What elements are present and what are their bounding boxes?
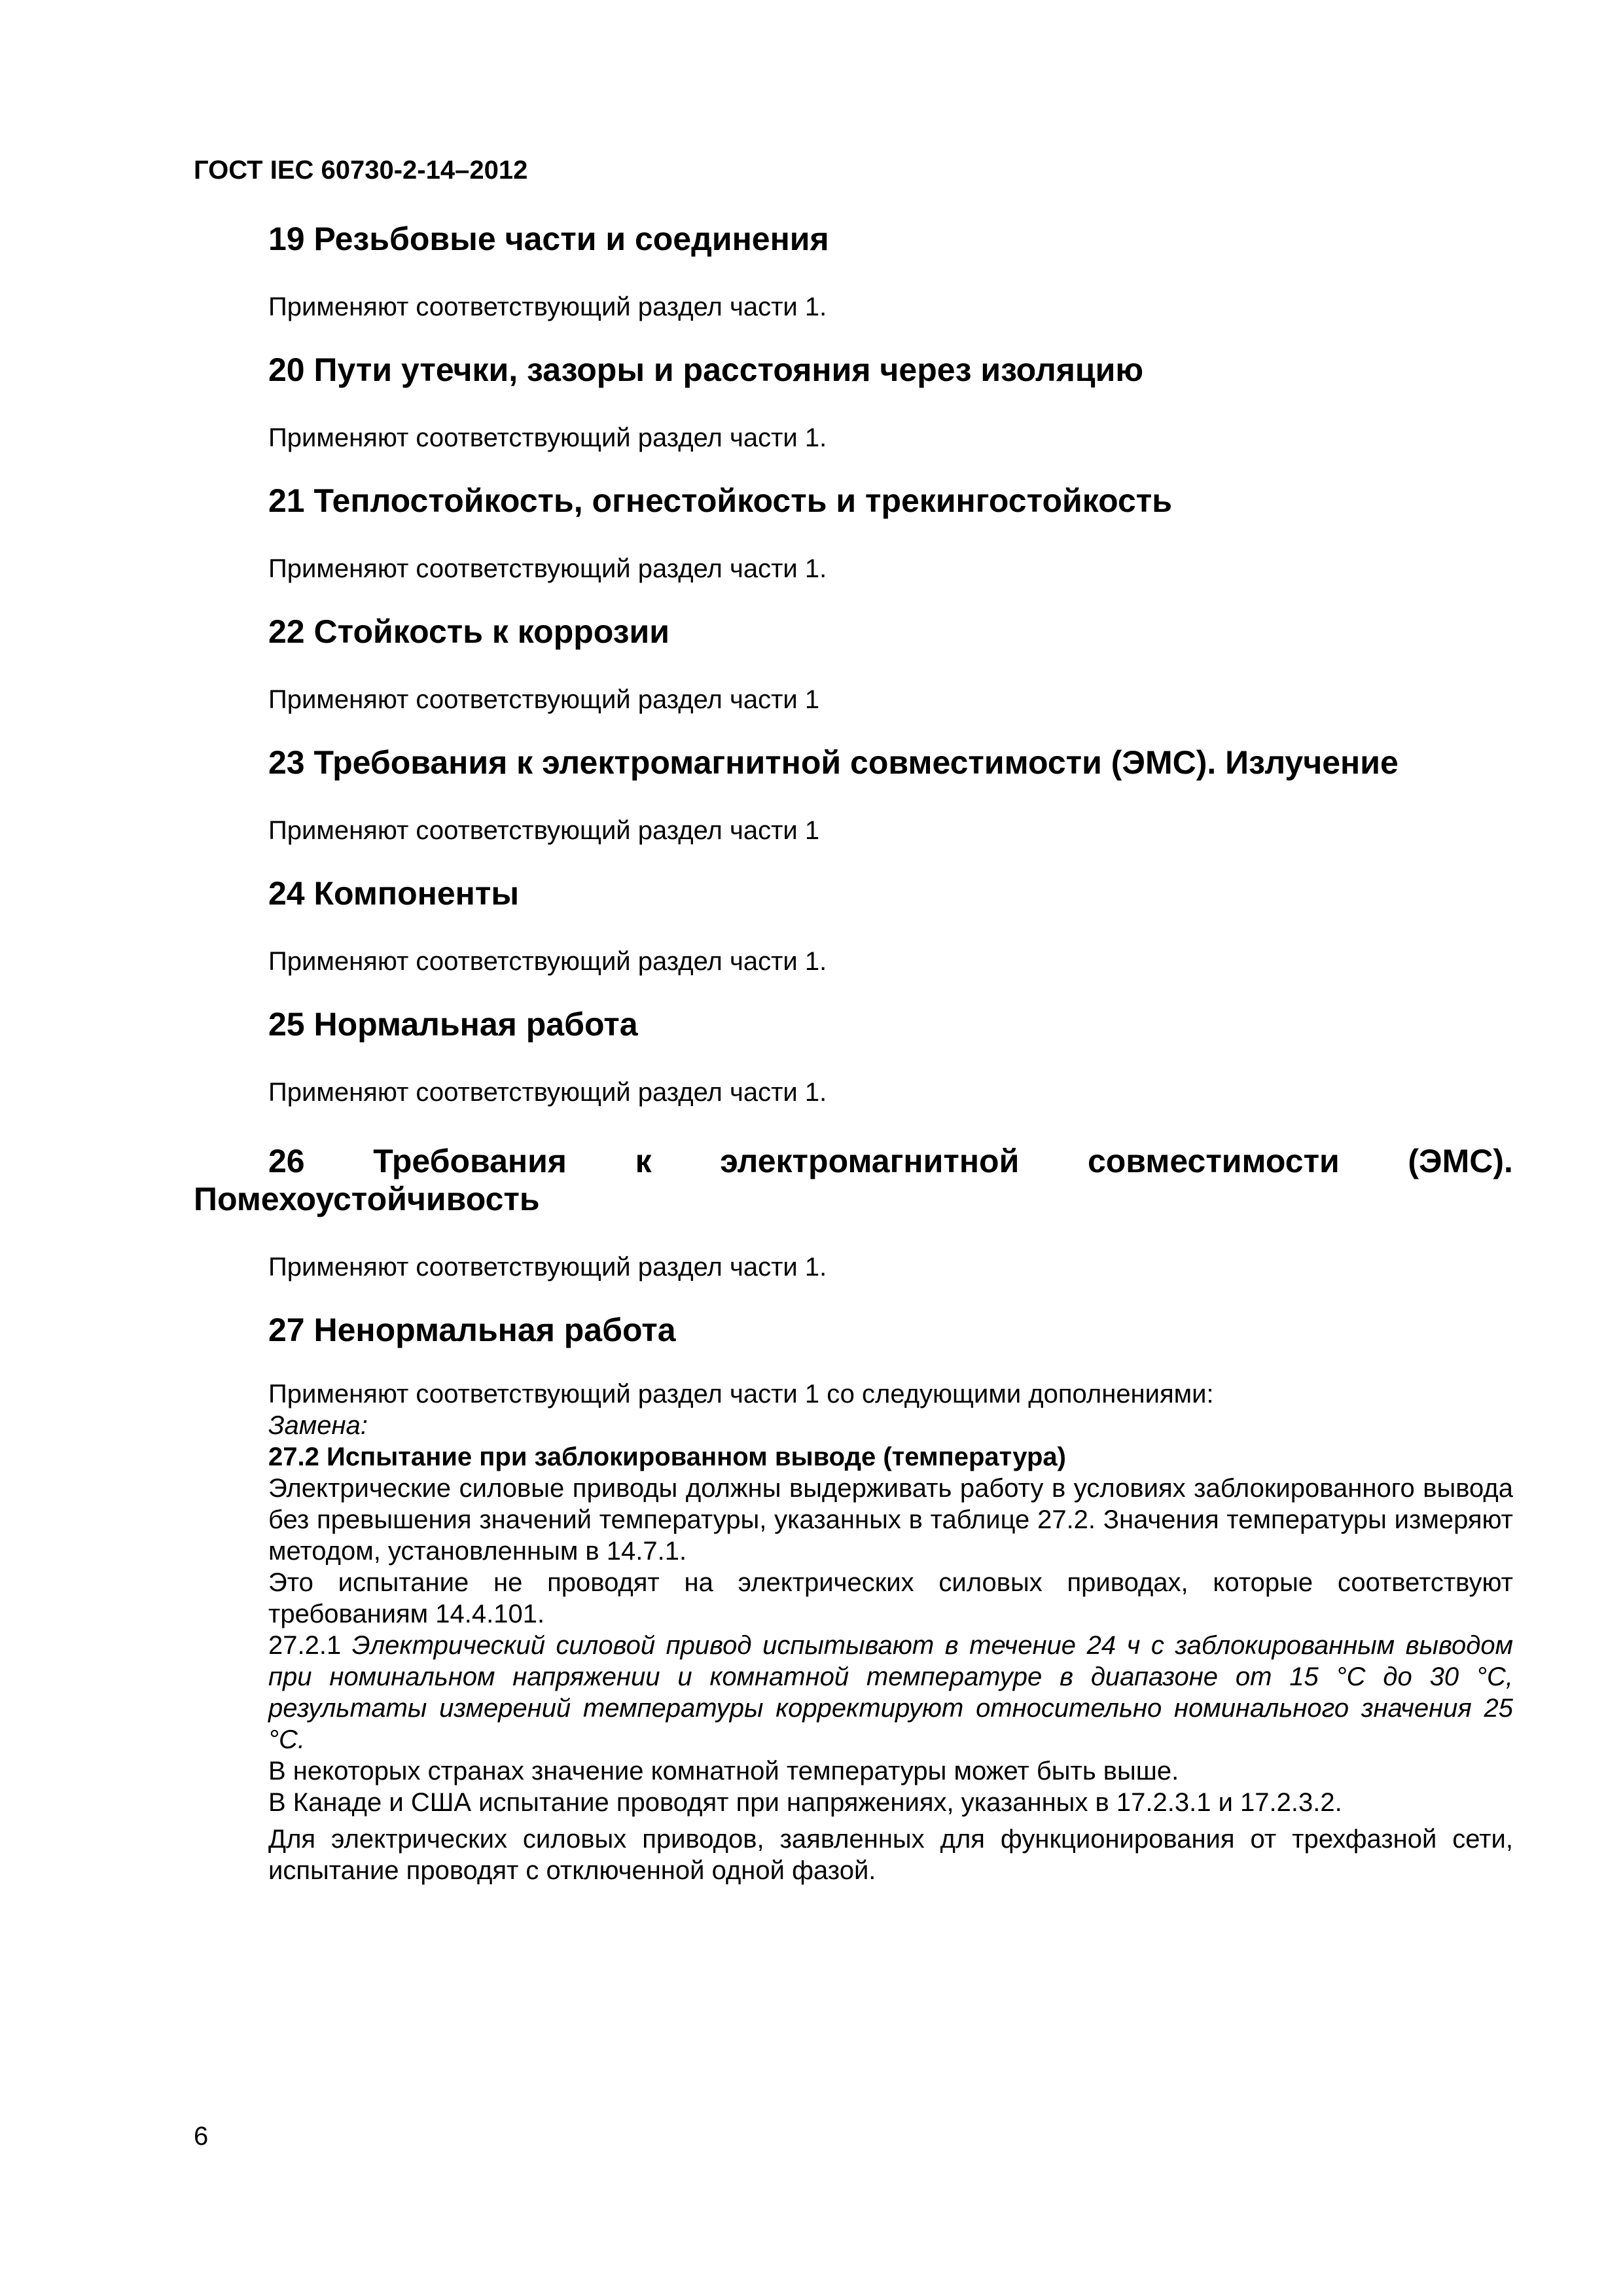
clause-number: 27.2.1: [268, 1631, 342, 1660]
section-27-body: [194, 1378, 1513, 1886]
section-21-text: Применяют соответствующий раздел части 1.: [268, 554, 827, 583]
note-canada-usa: В Канаде и США испытание проводят при напряжениях, указанных в 17.2.3.1 и 17.2.3.2.: [268, 1788, 1342, 1817]
section-26-heading-line2: Помехоустойчивость: [194, 1181, 540, 1217]
section-22-heading: 22 Стойкость к коррозии: [268, 613, 670, 650]
paragraph-27-2-1: [194, 1630, 1513, 1755]
section-19-heading: 19 Резьбовые части и соединения: [268, 221, 829, 257]
paragraph-27-2-a: Электрические силовые приводы должны выдерживать работу в условиях заблокированного вывода без превышения значений температуры, указанных в таблице 27.2. Значения температуры измеряют методом, установленным в 14.7.1.: [268, 1474, 1513, 1566]
section-26-word: 26: [268, 1143, 305, 1179]
replacement-label: Замена:: [268, 1411, 368, 1440]
section-20-heading: 20 Пути утечки, зазоры и расстояния через изоляцию: [268, 351, 1144, 388]
section-27-heading: 27 Ненормальная работа: [268, 1312, 676, 1348]
section-26-heading: [194, 1142, 1513, 1218]
clause-text: Электрический силовой привод испытывают в течение 24 ч с заблокированным выводом при номинальном напряжении и комнатной температуре в диапазоне от 15 °C до 30 °C, результаты измерений температуры корректируют относительно номинального значения 25 °C.: [268, 1631, 1513, 1754]
section-20-text: Применяют соответствующий раздел части 1.: [268, 423, 827, 452]
section-26-word: электромагнитной: [720, 1143, 1020, 1179]
section-26-text: Применяют соответствующий раздел части 1.: [268, 1253, 827, 1282]
page-number: 6: [194, 2122, 209, 2151]
note-room-temperature: В некоторых странах значение комнатной температуры может быть выше.: [268, 1757, 1179, 1785]
section-26-word: совместимости: [1087, 1143, 1340, 1179]
subsection-27-2-heading: 27.2 Испытание при заблокированном выводе (температура): [268, 1443, 1066, 1471]
section-24-heading: 24 Компоненты: [268, 875, 520, 912]
section-23-text: Применяют соответствующий раздел части 1: [268, 816, 820, 845]
section-26-word: к: [635, 1143, 652, 1179]
document-id: ГОСТ IEC 60730-2-14–2012: [194, 156, 528, 185]
section-27-intro: Применяют соответствующий раздел части 1 со следующими дополнениями:: [268, 1380, 1214, 1408]
section-25-text: Применяют соответствующий раздел части 1.: [268, 1078, 827, 1107]
section-24-text: Применяют соответствующий раздел части 1.: [268, 947, 827, 976]
section-22-text: Применяют соответствующий раздел части 1: [268, 685, 820, 714]
paragraph-27-2-b: Это испытание не проводят на электрических силовых приводах, которые соответствуют требованиям 14.4.101.: [268, 1568, 1513, 1628]
section-23-heading: 23 Требования к электромагнитной совместимости (ЭМС). Излучение: [268, 744, 1399, 781]
paragraph-three-phase: Для электрических силовых приводов, заявленных для функционирования от трехфазной сети, испытание проводят с отключенной одной фазой.: [268, 1825, 1513, 1885]
section-25-heading: 25 Нормальная работа: [268, 1006, 638, 1043]
section-26-word: Требования: [373, 1143, 567, 1179]
section-26-word: (ЭМС).: [1408, 1143, 1513, 1179]
section-19-text: Применяют соответствующий раздел части 1.: [268, 293, 827, 321]
section-21-heading: 21 Теплостойкость, огнестойкость и трекингостойкость: [268, 482, 1173, 519]
